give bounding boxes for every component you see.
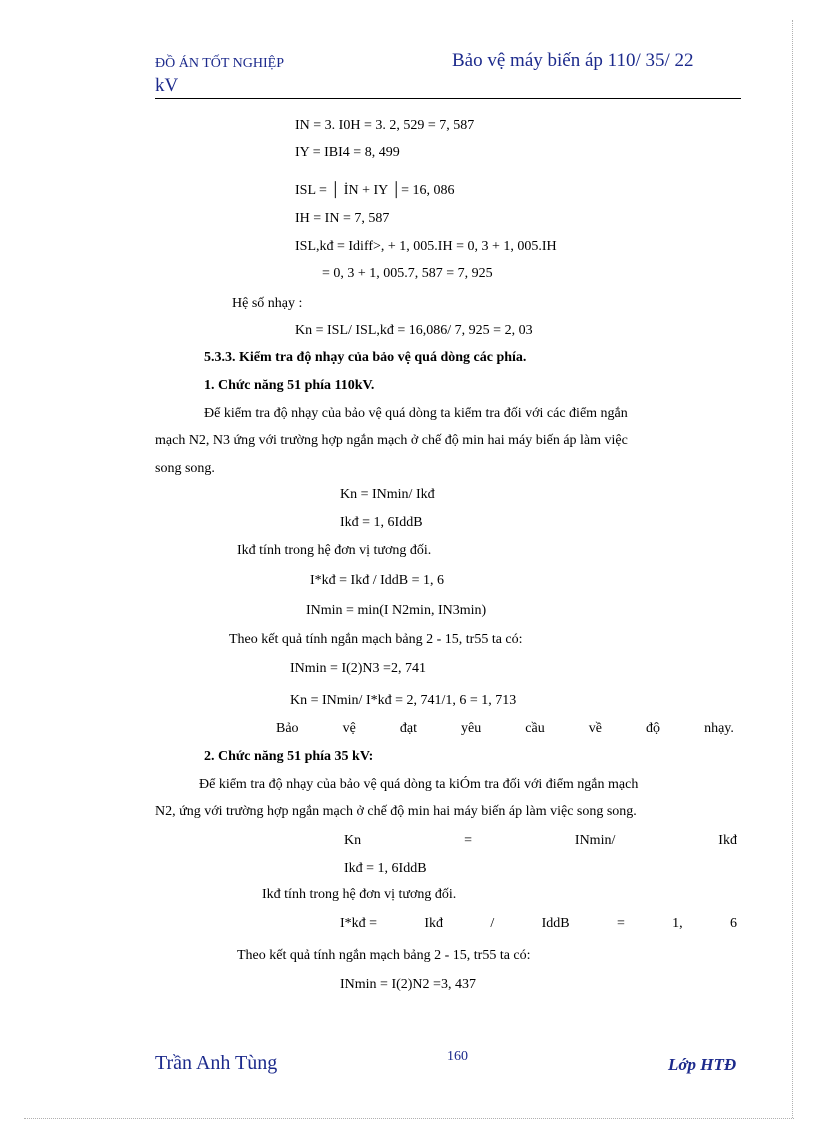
ikd-word: =: [616, 916, 625, 931]
footer-author: Trần Anh Tùng: [155, 1052, 278, 1074]
ikd-word: 1,: [672, 916, 683, 931]
body-line-l6: = 0, 3 + 1, 005.7, 587 = 7, 925: [322, 266, 493, 281]
result-word: đạt: [399, 721, 417, 736]
formula-ikd-spread: [340, 915, 737, 933]
result-word: cầu: [525, 721, 545, 736]
para2-line1-text: Để kiểm tra độ nhạy của bảo vệ quá dòng ta kiÓm tra đối với điểm ngắn mạch: [199, 777, 639, 792]
body-line-l15: Ikđ = 1, 6IddB: [340, 515, 423, 530]
ikd-word: IddB: [541, 916, 570, 931]
ikd-word: /: [490, 916, 495, 931]
footer-page-number: 160: [447, 1049, 468, 1064]
para1-line2-text: mạch N2, N3 ứng với trường hợp ngắn mạch ở chế độ min hai máy biến áp làm việc: [155, 433, 628, 448]
header-rule: [155, 98, 741, 99]
body-line-l7: Hệ số nhạy :: [232, 296, 303, 311]
body-line-l14: Kn = INmin/ Ikđ: [340, 487, 435, 502]
body-line-l16: Ikđ tính trong hệ đơn vị tương đối.: [237, 543, 432, 558]
para2-line2: N2, ứng với trường hợp ngắn mạch ở chế độ min hai máy biến áp làm việc song song.: [155, 804, 637, 819]
body-line-l21: Kn = INmin/ I*kđ = 2, 741/1, 6 = 1, 713: [290, 693, 517, 708]
result-line-1: [276, 720, 734, 738]
ikd-word: I*kđ =: [340, 916, 378, 931]
body-line-l5: ISL,kđ = Idiff>, + 1, 005.IH = 0, 3 + 1, 005.IH: [295, 239, 557, 254]
body-line-l4: IH = IN = 7, 587: [295, 211, 390, 226]
body-line-l10: 1. Chức năng 51 phía 110kV.: [204, 378, 375, 393]
ikd-word: 6: [730, 916, 737, 931]
body-line-l27: Ikđ = 1, 6IddB: [344, 861, 427, 876]
kn-word: Ikđ: [718, 833, 737, 848]
body-line-l8: Kn = ISL/ ISL,kđ = 16,086/ 7, 925 = 2, 03: [295, 323, 533, 338]
formula-kn-spread: [344, 832, 737, 850]
body-line-l20: INmin = I(2)N3 =2, 741: [290, 661, 426, 676]
header-title: Bảo vệ máy biến áp 110/ 35/ 22: [452, 50, 694, 71]
kn-word: INmin/: [574, 833, 616, 848]
page-border-right: [792, 20, 793, 1118]
body-line-l18: INmin = min(I N2min, IN3min): [306, 603, 487, 618]
body-line-l9: 5.3.3. Kiểm tra độ nhạy của bảo vệ quá dòng các phía.: [204, 350, 527, 365]
body-line-l31: INmin = I(2)N2 =3, 437: [340, 977, 476, 992]
result-word: yêu: [461, 721, 482, 736]
body-line-l30: Theo kết quả tính ngắn mạch bảng 2 - 15, tr55 ta có:: [237, 948, 531, 963]
body-line-l28: Ikđ tính trong hệ đơn vị tương đối.: [262, 887, 457, 902]
ikd-word: Ikđ: [424, 916, 444, 931]
body-line-l23: 2. Chức năng 51 phía 35 kV:: [204, 749, 374, 764]
body-line-l2: IY = IBI4 = 8, 499: [295, 145, 400, 160]
body-line-l1: IN = 3. I0H = 3. 2, 529 = 7, 587: [295, 118, 475, 133]
result-word: Bảo: [276, 721, 299, 736]
para1-line1: [204, 405, 737, 423]
result-word: về: [588, 721, 602, 736]
result-word: vệ: [342, 721, 356, 736]
body-line-l19: Theo kết quả tính ngắn mạch bảng 2 - 15, tr55 ta có:: [229, 632, 523, 647]
para1-line3: song song.: [155, 461, 215, 476]
kn-word: Kn: [344, 833, 362, 848]
para1-line1-text: Để kiểm tra độ nhạy của bảo vệ quá dòng ta kiểm tra đối với các điểm ngắn: [204, 406, 628, 421]
header-title-continuation: kV: [155, 75, 179, 96]
para2-line1: [199, 776, 737, 794]
body-line-l17: I*kđ = Ikđ / IddB = 1, 6: [310, 573, 445, 588]
body-line-l3: ISL = │ İN + IY │= 16, 086: [295, 183, 455, 198]
result-word: nhạy.: [704, 721, 734, 736]
para1-line2: [155, 432, 737, 450]
kn-word: =: [464, 833, 472, 848]
header-thesis-label: ĐỒ ÁN TỐT NGHIỆP: [155, 56, 284, 71]
result-word: độ: [646, 721, 661, 736]
page-border-bottom: [24, 1118, 794, 1119]
footer-class: Lớp HTĐ: [668, 1055, 737, 1074]
